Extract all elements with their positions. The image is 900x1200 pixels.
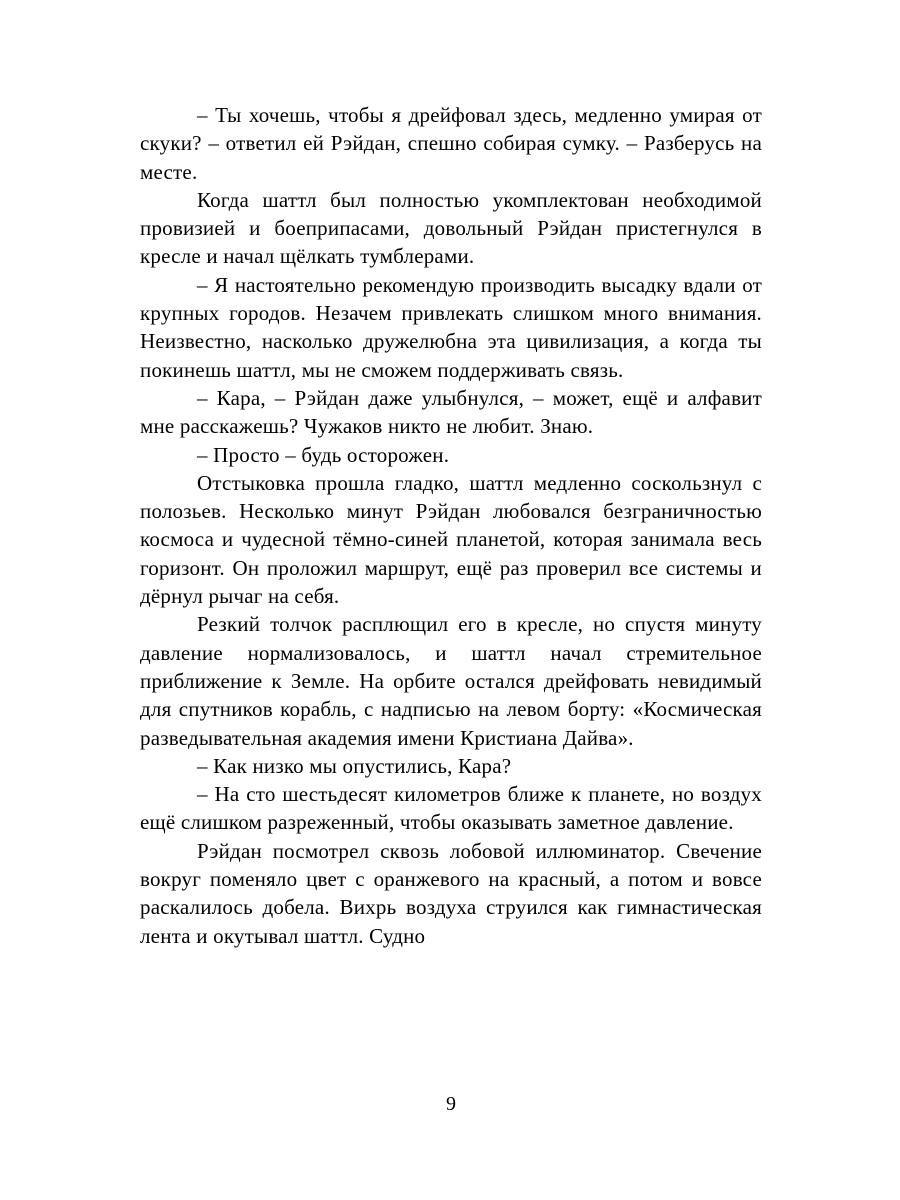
paragraph: – Кара, – Рэйдан даже улыбнулся, – может, ещё и алфавит мне расскажешь? Чужаков никто не любит. Знаю. bbox=[140, 385, 762, 439]
paragraph: – Как низко мы опустились, Кара? bbox=[197, 753, 512, 778]
paragraph: – Я настоятельно рекомендую производить высадку вдали от крупных городов. Незачем привлекать слишком много внимания. Неизвестно, насколько дружелюбна эта цивилизация, а когда ты покинешь шаттл, мы не сможем поддерживать связь. bbox=[140, 272, 762, 382]
page-number: 9 bbox=[446, 1093, 456, 1115]
paragraph: Резкий толчок расплющил его в кресле, но спустя минуту давление нормализовалось, и шаттл начал стремительное приближение к Земле. На орбите остался дрейфовать невидимый для спутников корабль, с надписью на левом борту: «Космическая разведывательная академия имени Кристиана Дайва». bbox=[140, 612, 762, 750]
paragraph: Отстыковка прошла гладко, шаттл медленно соскользнул с полозьев. Несколько минут Рэйдан любовался безграничностью космоса и чудесной тёмно-синей планетой, которая занимала весь горизонт. Он проложил маршрут, ещё раз проверил все системы и дёрнул рычаг на себя. bbox=[140, 470, 762, 609]
paragraph: Когда шаттл был полностью укомплектован необходимой провизией и боеприпасами, довольный Рэйдан пристегнулся в кресле и начал щёлкать тумблерами. bbox=[140, 187, 762, 269]
paragraph: – Просто – будь осторожен. bbox=[197, 442, 450, 467]
paragraph: Рэйдан посмотрел сквозь лобовой иллюминатор. Свечение вокруг поменяло цвет с оранжевого на красный, а потом и вовсе раскалилось добела. Вихрь воздуха струился как гимнастическая лента и окутывал шаттл. Судно bbox=[140, 838, 762, 948]
page-text bbox=[140, 101, 762, 950]
paragraph: – Ты хочешь, чтобы я дрейфовал здесь, медленно умирая от скуки? – ответил ей Рэйдан, спешно собирая сумку. – Разберусь на месте. bbox=[140, 103, 762, 184]
paragraph: – На сто шестьдесят километров ближе к планете, но воздух ещё слишком разреженный, чтобы оказывать заметное давление. bbox=[140, 782, 762, 835]
